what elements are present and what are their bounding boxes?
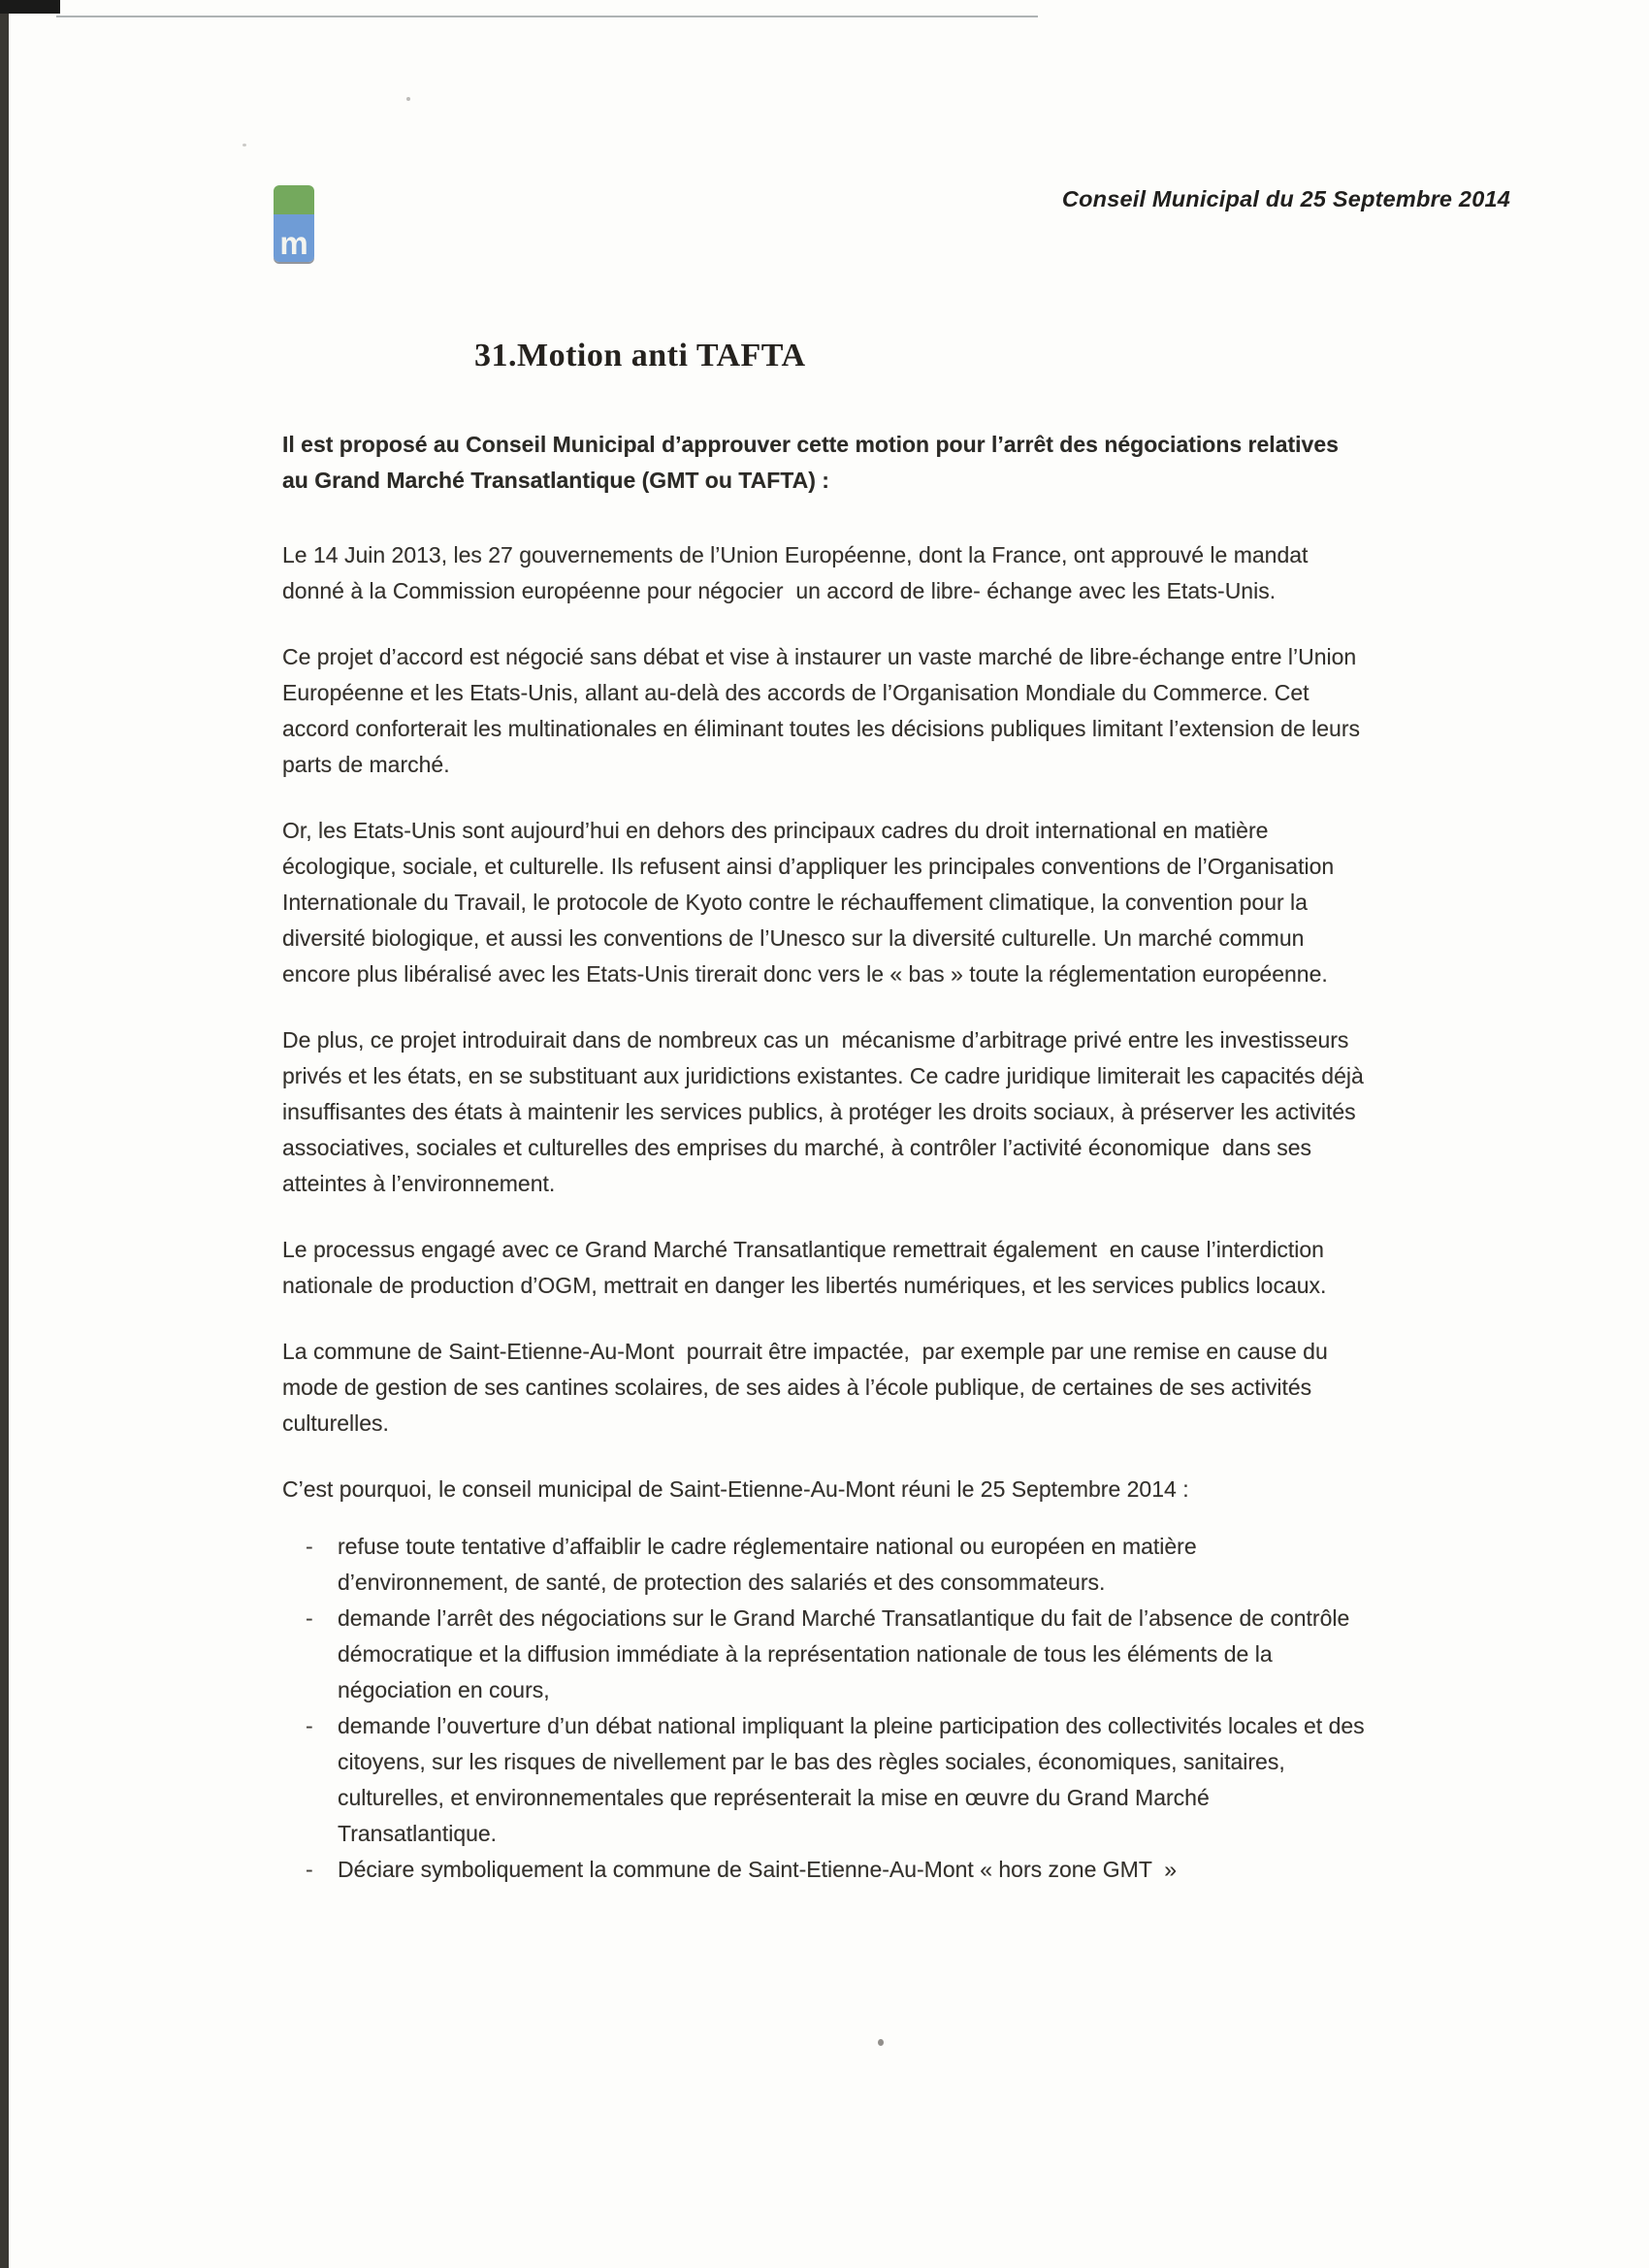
list-item-text: Déciare symboliquement la commune de Saint-Etienne-Au-Mont « hors zone GMT » bbox=[338, 1857, 1178, 1882]
logo-blue-band bbox=[274, 214, 314, 262]
list-item-text: demande l’arrêt des négociations sur le Grand Marché Transatlantique du fait de l’absence de contrôle démocratique et la diffusion immédiate à la représentation nationale de tous les éléments de la négociation en cours, bbox=[338, 1605, 1356, 1702]
list-item bbox=[306, 1708, 1372, 1852]
list-item-text: refuse toute tentative d’affaiblir le cadre réglementaire national ou européen en matière d’environnement, de santé, de protection des salariés et des consommateurs. bbox=[338, 1534, 1204, 1595]
bullet-dash: - bbox=[306, 1534, 313, 1559]
paragraph-3: Or, les Etats-Unis sont aujourd’hui en dehors des principaux cadres du droit international en matière écologique, sociale, et culturelle. Ils refusent ainsi d’appliquer les principales conventions de l’Organisation Internationale du Travail, le protocole de Kyoto contre le réchauffement climatique, la convention pour la diversité biologique, et aussi les conventions de l’Unesco sur la diversité culturelle. Un marché commun encore plus libéralisé avec les Etats-Unis tirerait donc vers le « bas » toute la réglementation européenne. bbox=[282, 818, 1341, 987]
scan-line-artifact bbox=[56, 16, 1038, 17]
bullet-dash: - bbox=[306, 1857, 313, 1882]
list-item bbox=[306, 1601, 1369, 1708]
paragraph-4: De plus, ce projet introduirait dans de nombreux cas un mécanisme d’arbitrage privé entre les investisseurs privés et les états, en se substituant aux juridictions existantes. Ce cadre juridique limiterait les capacités déjà insuffisantes des états à maintenir les services publics, à protéger les droits sociaux, à préserver les activités associatives, sociales et culturelles des emprises du marché, à contrôler l’activité économique dans ses atteintes à l’environnement. bbox=[282, 1027, 1371, 1196]
intro-paragraph: Il est proposé au Conseil Municipal d’approuver cette motion pour l’arrêt des négociations relatives au Grand Marché Transatlantique (GMT ou TAFTA) : bbox=[282, 432, 1345, 493]
logo-letter-m: m bbox=[279, 225, 308, 261]
list-item-text: demande l’ouverture d’un débat national impliquant la pleine participation des collectivités locales et des citoyens, sur les risques de nivellement par le bas des règles sociales, économiques, sanitaires, culturelles, et environnementales que représenterait la mise en œuvre du Grand Marché Transatlantique. bbox=[338, 1713, 1372, 1846]
scan-speck bbox=[242, 144, 246, 146]
document-header-session-line: Conseil Municipal du 25 Septembre 2014 bbox=[1061, 186, 1510, 211]
logo-green-band bbox=[274, 185, 314, 214]
list-item bbox=[306, 1529, 1369, 1601]
scan-left-edge-artifact bbox=[0, 0, 9, 2268]
scan-speck bbox=[878, 2039, 884, 2046]
municipality-logo bbox=[274, 185, 314, 262]
bullet-dash: - bbox=[306, 1605, 313, 1631]
closing-paragraph: C’est pourquoi, le conseil municipal de Saint-Etienne-Au-Mont réuni le 25 Septembre 2014 : bbox=[282, 1476, 1189, 1502]
scan-speck bbox=[406, 97, 410, 101]
document-body bbox=[282, 338, 1372, 1888]
paragraph-5: Le processus engagé avec ce Grand Marché Transatlantique remettrait également en cause l’interdiction nationale de production d’OGM, mettrait en danger les libertés numériques, et les services publics locaux. bbox=[282, 1237, 1331, 1298]
motion-resolutions-list bbox=[306, 1529, 1372, 1888]
paragraph-2: Ce projet d’accord est négocié sans débat et vise à instaurer un vaste marché de libre-échange entre l’Union Européenne et les Etats-Unis, allant au-delà des accords de l’Organisation Mondiale du Commerce. Cet accord conforterait les multinationales en éliminant toutes les décisions publiques limitant l’extension de leurs parts de marché. bbox=[282, 644, 1367, 777]
page-title: 31.Motion anti TAFTA bbox=[474, 338, 806, 373]
bullet-dash: - bbox=[306, 1713, 313, 1738]
scan-top-edge-artifact bbox=[0, 0, 60, 14]
paragraph-1: Le 14 Juin 2013, les 27 gouvernements de l’Union Européenne, dont la France, ont approuvé le mandat donné à la Commission européenne pour négocier un accord de libre- échange avec les Etats-Unis. bbox=[282, 542, 1314, 603]
paragraph-6: La commune de Saint-Etienne-Au-Mont pourrait être impactée, par exemple par une remise en cause du mode de gestion de ses cantines scolaires, de ses aides à l’école publique, de certaines de ses activités culturelles. bbox=[282, 1339, 1335, 1436]
list-item bbox=[306, 1852, 1369, 1888]
